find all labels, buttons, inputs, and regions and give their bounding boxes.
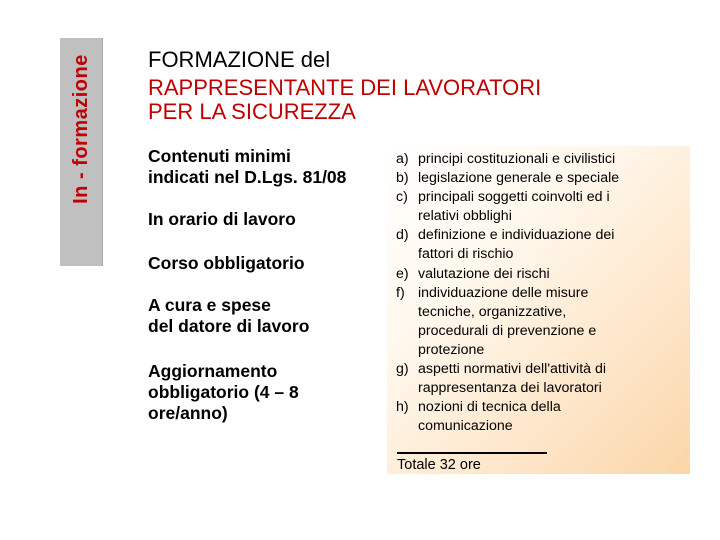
left-item-line: A cura e spese: [148, 295, 271, 315]
list-item: [396, 265, 619, 284]
list-marker: e): [396, 265, 409, 282]
left-item-line: ore/anno): [148, 403, 228, 423]
list-marker: d): [396, 227, 409, 244]
list-item-line: tecniche, organizzative,: [418, 303, 567, 320]
side-tab-label: In - formazione: [70, 54, 92, 204]
list-item-line: principali soggetti coinvolti ed i: [418, 189, 610, 206]
list-item: [396, 150, 619, 169]
left-item-contenuti: [148, 146, 346, 188]
left-item-line: indicati nel D.Lgs. 81/08: [148, 167, 347, 187]
list-item-line: nozioni di tecnica della: [418, 399, 561, 416]
list-marker: b): [396, 170, 409, 187]
list-marker: a): [396, 151, 409, 167]
list-item: [396, 398, 619, 436]
list-item: [396, 169, 619, 188]
list-item-line: principi costituzionali e civilistici: [418, 151, 616, 167]
left-item-line: Contenuti minimi: [148, 146, 291, 166]
list-marker: f): [396, 284, 405, 301]
list-item-line: relativi obblighi: [418, 208, 512, 225]
left-item-line: obbligatorio (4 – 8: [148, 382, 299, 402]
left-item-spese: [148, 295, 309, 337]
list-item-line: individuazione delle misure: [418, 284, 589, 301]
left-item-line: Aggiornamento: [148, 361, 278, 381]
list-marker: g): [396, 361, 409, 378]
left-item-corso: [148, 253, 305, 274]
list-item-line: protezione: [418, 341, 485, 358]
list-item: [396, 188, 619, 226]
list-marker: h): [396, 399, 409, 416]
list-item-line: rappresentanza dei lavoratori: [418, 380, 602, 397]
left-item-orario: [148, 209, 296, 230]
list-item-line: fattori di rischio: [418, 246, 514, 263]
list-item-line: valutazione dei rischi: [418, 265, 550, 282]
list-item-line: comunicazione: [418, 418, 513, 435]
list-item: [396, 360, 619, 398]
left-item-line: del datore di lavoro: [148, 316, 310, 336]
title-line-1: FORMAZIONE del: [148, 47, 331, 72]
list-item: [396, 226, 619, 264]
list-item-line: procedurali di prevenzione e: [418, 322, 597, 339]
list-marker: c): [396, 189, 408, 206]
title-line-2: RAPPRESENTANTE DEI LAVORATORI: [148, 75, 542, 100]
list-item-line: aspetti normativi dell'attività di: [418, 361, 607, 378]
list-item: [396, 284, 619, 360]
total-hours: Totale 32 ore: [397, 457, 481, 473]
left-item-aggiornamento: [148, 361, 299, 424]
list-item-line: legislazione generale e speciale: [418, 170, 620, 187]
list-item-line: definizione e individuazione dei: [418, 227, 615, 244]
contents-list: [396, 150, 619, 436]
total-rule: [397, 452, 547, 454]
left-item-line: In orario di lavoro: [148, 209, 296, 229]
left-item-line: Corso obbligatorio: [148, 253, 305, 273]
title-line-3: PER LA SICUREZZA: [148, 99, 356, 124]
